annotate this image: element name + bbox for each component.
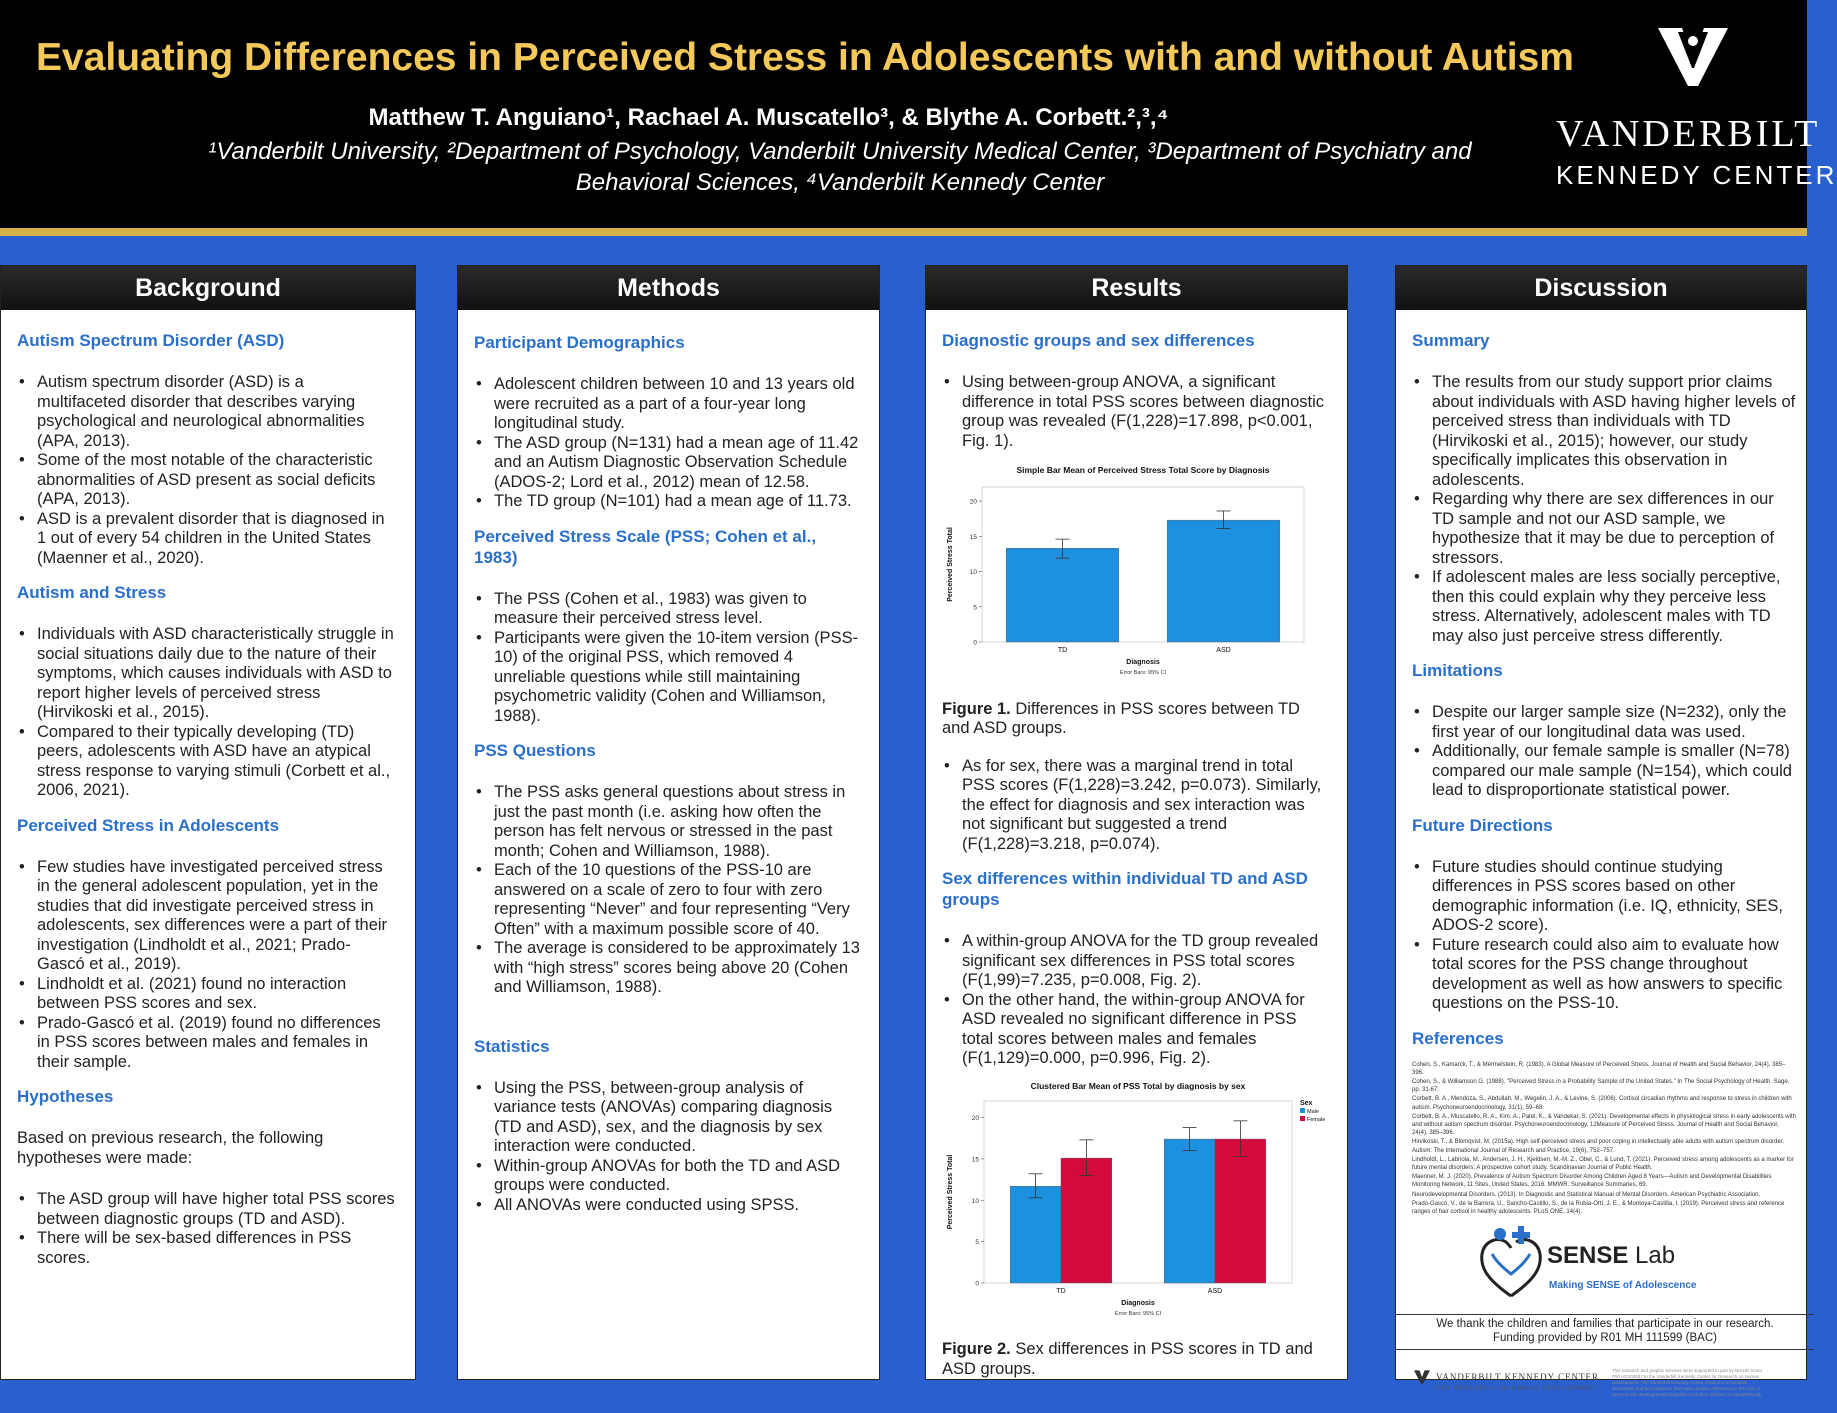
bullet-item: • Each of the 10 questions of the PSS-10 are answered on a scale of zero to four with zero representing “Never” and four representing “Very Often” with a maximum possible score of 40. — [474, 861, 861, 939]
bullet-list — [474, 783, 861, 998]
section-title: Perceived Stress Scale (PSS; Cohen et al., 1983) — [474, 526, 817, 567]
x-tick-label: TD — [1057, 647, 1068, 654]
bullet-item: • ASD is a prevalent disorder that is diagnosed in 1 out of every 54 children in the United States (Maenner et al., 2020). — [17, 510, 397, 569]
bullet-item: • The results from our study support prior claims about individuals with ASD having higher levels of perceived stress than individuals with TD (Hirvikoski et al., 2015); however, our study specifically implicates this observation in adolescents. — [1412, 373, 1796, 490]
legend-label: Male — [1307, 1108, 1319, 1115]
section-title: Autism and Stress — [17, 583, 167, 602]
y-axis-label: Perceived Stress Total — [947, 1154, 954, 1229]
bullet-list — [942, 757, 1329, 855]
lab-word: Lab — [1628, 1242, 1676, 1270]
chart-title: Simple Bar Mean of Perceived Stress Total Score by Diagnosis — [1016, 465, 1270, 475]
bullet-item: • Future studies should continue studying differences in PSS scores based on other demographic information (i.e. IQ, ethnicity, SES, ADOS-2 score). — [1412, 858, 1796, 936]
vkc-name: VANDERBILT KENNEDY CENTER — [1436, 1372, 1600, 1383]
bullet-item: • Adolescent children between 10 and 13 years old were recruited as a part of a four-year long longitudinal study. — [474, 375, 861, 434]
bullet-list — [474, 1079, 861, 1216]
bullet-item: • Participants were given the 10-item version (PSS-10) of the original PSS, which removed 4 unreliable questions while still maintaining psychometric validity (Cohen and Williamson, 1988). — [474, 629, 861, 727]
bullet-list — [1412, 858, 1796, 1014]
bullet-item: • Few studies have investigated perceived stress in the general adolescent population, yet in the studies that did investigate perceived stress in adolescents, sex differences were a part of their investigation (Lindholdt et al., 2021; Prado-Gascó et al., 2019). — [17, 858, 397, 975]
error-bar-note: Error Bars: 95% CI — [1114, 1310, 1162, 1317]
bullet-item: • Some of the most notable of the characteristic abnormalities of ASD present as social deficits (APA, 2013). — [17, 451, 397, 510]
vanderbilt-oak-leaf-icon — [1658, 28, 1728, 86]
legend-swatch — [1300, 1116, 1305, 1121]
figure-label: Figure 2. — [942, 1340, 1011, 1358]
results-panel — [925, 265, 1348, 1380]
reference-item: Cohen, S., & Williamson G. (1988). "Perceived Stress in a Probability Sample of the United States." In The Social Psychology of Health. Sage, pp. 31-67. — [1412, 1078, 1790, 1094]
poster-header — [0, 0, 1837, 228]
thanks-line: We thank the children and families that participate in our research. — [1436, 1318, 1774, 1331]
bar — [1061, 1158, 1112, 1283]
bullet-item: • The ASD group (N=131) had a mean age of 11.42 and an Autism Diagnostic Observation Schedule (ADOS-2; Lord et al., 2012) mean of 12.58. — [474, 434, 861, 493]
sense-lab-tagline: Making SENSE of Adolescence — [1549, 1280, 1697, 1292]
bullet-list — [942, 932, 1329, 1069]
x-axis-label: Diagnosis — [1121, 1299, 1155, 1307]
bullet-list — [17, 373, 397, 568]
figure-caption — [942, 1340, 1329, 1379]
vkc-subtitle: FOR RESEARCH ON HUMAN DEVELOPMENT — [1436, 1386, 1599, 1393]
y-axis-label: Perceived Stress Total — [947, 527, 954, 602]
bullet-item: • The PSS (Cohen et al., 1983) was given to measure their perceived stress level. — [474, 590, 861, 629]
x-tick-label: ASD — [1216, 647, 1231, 654]
section-title: Diagnostic groups and sex differences — [942, 331, 1255, 350]
sense-lab-logo — [1412, 1224, 1796, 1306]
bar — [1215, 1139, 1266, 1283]
body-text: Based on previous research, the following hypotheses were made: — [17, 1129, 324, 1167]
bullet-item: • The ASD group will have higher total PSS scores between diagnostic groups (TD and ASD). — [17, 1190, 397, 1229]
bullet-list — [17, 858, 397, 1073]
reference-item: Hirvikoski, T., & Blomqvist, M. (2015a). High self-perceived stress and poor coping in intellectually able adults with autism spectrum disorder. Autism: The International Journal of Research and Practice, 19(6), 752–757. — [1412, 1139, 1785, 1154]
x-tick-label: ASD — [1207, 1287, 1223, 1295]
error-bar-note: Error Bars: 95% CI — [1119, 670, 1167, 676]
bullet-list — [474, 590, 861, 727]
section-title: Perceived Stress in Adolescents — [17, 815, 280, 835]
bar-chart-diagnosis — [942, 461, 1322, 686]
bullet-item: • Using the PSS, between-group analysis of variance tests (ANOVAs) comparing diagnosis (TD and ASD), sex, and the diagnosis by sex interaction were conducted. — [474, 1079, 861, 1157]
vkc-funding-note: This research and graphic services were supported in part by NICHD Grant P50 HD103537 to the Vanderbilt Kennedy Center for Research on Human Development. The Vanderbilt Kennedy Center mission is to facilitate discoveries and best practices that make positive differences in the lives of persons with developmental disabilities and their families. kc.vanderbilt.edu — [1612, 1368, 1762, 1398]
bullet-item: • There will be sex-based differences in PSS scores. — [17, 1229, 397, 1268]
reference-item: Corbett, B. A., Muscatello, R. A., Kim, A., Patel, K., & Vandekar, S. (2021). Developmental effects in physiological stress in early adolescents with and without autism spectrum disorder. Psychoneuroendocrinology, 12Measure of Perceived Stress. Journal of Health and Social Behavior, 24(4), 385–396. — [1412, 1113, 1796, 1137]
sense-lab-name — [1547, 1242, 1676, 1270]
header-divider — [0, 228, 1807, 236]
reference-item: Neurodevelopmental Disorders. (2013). In Diagnostic and Statistical Manual of Mental Disorders. American Psychiatric Association. — [1412, 1191, 1761, 1198]
section-title: Hypotheses — [17, 1087, 114, 1106]
bullet-item: • Compared to their typically developing (TD) peers, adolescents with ASD have an atypical stress response to varying stimuli (Corbett et al., 2006, 2021). — [17, 723, 397, 801]
figure-1 — [942, 461, 1329, 692]
acknowledgement — [1396, 1314, 1814, 1350]
section-title: Summary — [1412, 331, 1490, 350]
chart-title: Clustered Bar Mean of PSS Total by diagnosis by sex — [1030, 1080, 1246, 1091]
section-title: Statistics — [474, 1036, 550, 1056]
y-tick-label: 0 — [975, 1280, 979, 1287]
y-tick-label: 10 — [971, 1197, 979, 1205]
bullet-item: • The PSS asks general questions about stress in just the past month (i.e. asking how often the person has felt nervous or stressed in the past month; Cohen and Williamson, 1988). — [474, 783, 861, 861]
bullet-item: • Future research could also aim to evaluate how total scores for the PSS change throughout development as well as how answers to specific questions on the PSS-10. — [1412, 936, 1796, 1014]
section-title: PSS Questions — [474, 741, 596, 760]
vkc-footer-logo — [1412, 1364, 1796, 1404]
affiliation-line: Behavioral Sciences, ⁴Vanderbilt Kennedy Center — [575, 169, 1105, 196]
figure-2 — [942, 1077, 1329, 1333]
discussion-panel — [1395, 265, 1807, 1398]
logo-wordmark: VANDERBILT — [1556, 113, 1821, 155]
bullet-item: • Autism spectrum disorder (ASD) is a multifaceted disorder that describes varying psychological and neurological abnormalities (APA, 2013). — [17, 373, 397, 451]
bullet-item: • As for sex, there was a marginal trend in total PSS scores (F(1,228)=3.242, p=0.073). Similarly, the effect for diagnosis and sex interaction was not significant but suggested a trend (F(1,228)=3.218, p=0.074). — [942, 757, 1329, 855]
reference-item: Cohen, S., Kamarck, T., & Mermelstein, R. (1983). A Global Measure of Perceived Stress. Journal of Health and Social Behavior, 24(4), 385–396. — [1412, 1061, 1786, 1076]
poster-title: Evaluating Differences in Perceived Stress in Adolescents with and without Autism — [36, 36, 1574, 79]
bullet-item: • If adolescent males are less socially perceptive, then this could explain why they perceive less stress. Alternatively, adolescent males with TD may also just perceive stress differently. — [1412, 568, 1796, 646]
y-tick-label: 5 — [973, 604, 977, 612]
section-title: Autism Spectrum Disorder (ASD) — [17, 331, 285, 350]
y-tick-label: 15 — [971, 1155, 979, 1163]
bullet-item: • All ANOVAs were conducted using SPSS. — [474, 1196, 861, 1216]
references-list — [1412, 1061, 1796, 1217]
reference-item: Maenner, M. J. (2020). Prevalence of Autism Spectrum Disorder Among Children Aged 8 Years—Autism and Developmental Disabilities Monitoring Network, 11 Sites, United States, 2016. MMWR. Surveillance Summaries, 69. — [1412, 1174, 1772, 1189]
bullet-item: • Individuals with ASD characteristically struggle in social situations daily due to the nature of their symptoms, which causes individuals with ASD to report higher levels of perceived stress (Hirvikoski et al., 2015). — [17, 625, 397, 723]
section-title: Participant Demographics — [474, 333, 685, 352]
caption-text: Sex differences in PSS scores in TD and ASD groups. — [942, 1340, 1313, 1378]
caption-text: Differences in PSS scores between TD and ASD groups. — [942, 699, 1300, 737]
panel-heading: Methods — [458, 266, 879, 310]
section-title: References — [1412, 1028, 1504, 1048]
poster-affiliations — [130, 136, 1550, 198]
bullet-list — [17, 1190, 397, 1268]
section-title: Sex differences within individual TD and ASD groups — [942, 869, 1308, 909]
bullet-list — [942, 373, 1329, 451]
bar — [1164, 1139, 1215, 1283]
bullet-list — [17, 625, 397, 801]
figure-caption — [942, 700, 1329, 739]
panel-heading: Results — [926, 266, 1347, 310]
bar — [1010, 1186, 1061, 1283]
y-tick-label: 20 — [969, 498, 977, 506]
reference-item: Corbett, B. A., Mendoza, S., Abdullah, M., Wegelin, J. A., & Levine, S. (2006). Cortisol circadian rhythms and response to stress in children with autism. Psychoneuroendocrinology, 31(1), 59–68. — [1412, 1096, 1792, 1111]
y-tick-label: 20 — [971, 1114, 979, 1122]
background-panel — [0, 265, 416, 1380]
bullet-list — [474, 375, 861, 512]
section-title: Limitations — [1412, 661, 1503, 680]
y-tick-label: 0 — [973, 639, 977, 647]
vanderbilt-oak-leaf-icon — [1414, 1370, 1430, 1384]
bullet-item: • The average is considered to be approximately 13 with “high stress” scores being above 20 (Cohen and Williamson, 1988). — [474, 939, 861, 998]
legend-swatch — [1300, 1108, 1305, 1113]
y-tick-label: 15 — [969, 533, 977, 541]
bullet-item: • Additionally, our female sample is smaller (N=78) compared our male sample (N=154), which could lead to disproportionate statistical power. — [1412, 742, 1796, 801]
affiliation-line: ¹Vanderbilt University, ²Department of Psychology, Vanderbilt University Medical Center, ³Department of Psychiatry and — [208, 138, 1472, 165]
bullet-item: • Lindholdt et al. (2021) found no interaction between PSS scores and sex. — [17, 975, 397, 1014]
bar — [1167, 520, 1280, 642]
x-axis-label: Diagnosis — [1126, 659, 1160, 666]
y-tick-label: 10 — [969, 569, 977, 577]
legend-label: Female — [1307, 1116, 1326, 1123]
figure-label: Figure 1. — [942, 699, 1011, 718]
reference-item: Lindholdt, L., Labriola, M., Andersen, J. H., Kjeldsen, M.-M. Z., Obel, C., & Lund, T. (2021). Perceived stress among adolescents as a marker for future mental disorders: A prospective cohort study. Scandinavian Journal of Public Health. — [1412, 1156, 1794, 1171]
bullet-list — [1412, 703, 1796, 801]
methods-panel — [457, 265, 880, 1380]
bullet-item: • Prado-Gascó et al. (2019) found no differences in PSS scores between males and females in their sample. — [17, 1014, 397, 1073]
bullet-item: • The TD group (N=101) had a mean age of 11.73. — [474, 492, 861, 512]
bullet-list — [1412, 373, 1796, 646]
bullet-item: • Within-group ANOVAs for both the TD and ASD groups were conducted. — [474, 1157, 861, 1196]
funding-line: Funding provided by R01 MH 111599 (BAC) — [1493, 1332, 1717, 1345]
clustered-bar-chart-sex — [942, 1077, 1326, 1327]
logo-subtitle: KENNEDY CENTER — [1556, 160, 1837, 190]
y-tick-label: 5 — [975, 1238, 979, 1246]
legend-title: Sex — [1300, 1099, 1313, 1107]
section-title: Future Directions — [1412, 815, 1553, 835]
poster-authors: Matthew T. Anguiano¹, Rachael A. Muscatello³, & Blythe A. Corbett.²,³,⁴ — [368, 104, 1169, 131]
sense-lab-heart-icon — [1478, 1224, 1544, 1304]
bullet-item: • Using between-group ANOVA, a significant difference in total PSS scores between diagnostic group was revealed (F(1,228)=17.898, p<0.001, Fig. 1). — [942, 373, 1329, 451]
bullet-item: • Despite our larger sample size (N=232), only the first year of our longitudinal data was used. — [1412, 703, 1796, 742]
reference-item: Prado-Gascó, V., de la Barrera, U., Sancho-Castillo, S., de la Rubia-Ortí, J. E., & Montoya-Castilla, I. (2019). Perceived stress and reference ranges of hair cortisol in healthy adolescents. PLoS ONE, 14(4). — [1412, 1200, 1785, 1215]
x-tick-label: TD — [1056, 1287, 1066, 1295]
bar — [1006, 548, 1119, 642]
panel-heading: Background — [1, 266, 415, 310]
bullet-item: • A within-group ANOVA for the TD group revealed significant sex differences in PSS total scores (F(1,99)=7.235, p=0.008, Fig. 2). — [942, 932, 1329, 991]
sense-word: SENSE — [1547, 1242, 1629, 1270]
bullet-item: • On the other hand, the within-group ANOVA for ASD revealed no significant difference in PSS total scores between males and females (F(1,129)=0.000, p=0.996, Fig. 2). — [942, 991, 1329, 1069]
bullet-item: • Regarding why there are sex differences in our TD sample and not our ASD sample, we hypothesize that it may be due to perception of stressors. — [1412, 490, 1796, 568]
panel-heading: Discussion — [1396, 266, 1806, 310]
